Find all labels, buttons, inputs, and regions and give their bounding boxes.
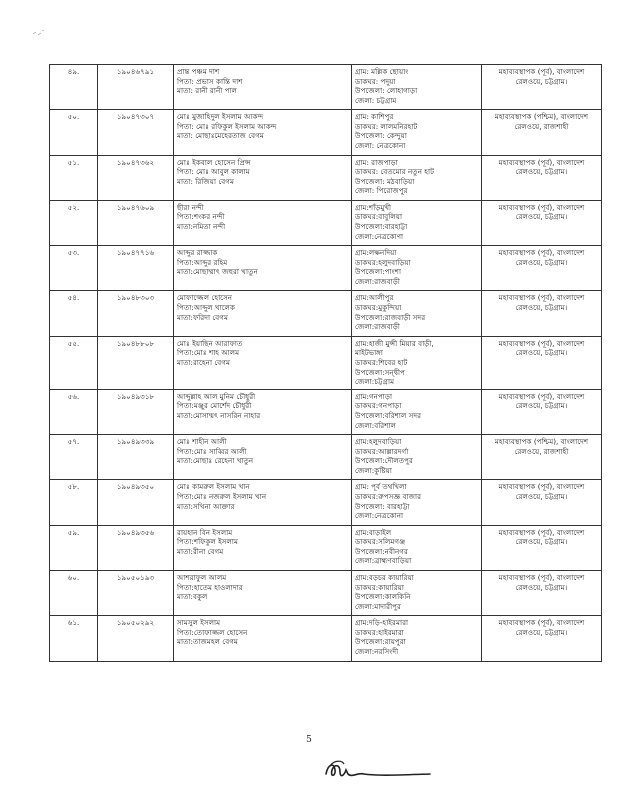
posting-cell [482,570,602,615]
posting-line: মহাব্যবস্থাপক (পূর্ব), বাংলাদেশ [498,248,585,258]
name-line: পিতা: প্রভাস কান্তি দাশ [177,76,243,86]
address-line: ডাকঘর:মুকুন্দিয়া [355,303,402,313]
name-line: পিতা:শংকর নন্দী [177,212,225,222]
posting-line: মহাব্যবস্থাপক (পশ্চিম), বাংলাদেশ [494,437,589,447]
posting-line: রেলওয়ে, চট্টগ্রাম। [515,582,568,592]
name-cell [174,336,352,389]
address-line: গ্রাম:বাড়াইল [355,527,392,537]
name-cell [174,480,352,525]
posting-cell [482,616,602,661]
address-line: গ্রাম: কাশিপুর [355,112,394,122]
address-line: জেলা:বরিশাল [355,420,396,430]
posting-line: রেলওয়ে, চট্টগ্রাম। [515,257,568,267]
name-cell [174,616,352,661]
address-line: ডাকঘর:বাবুলিয়া [355,212,403,222]
roll-number-cell: ১৯০৪৯৩৫৬ [98,525,174,570]
address-line: উপজেলা:রায়পুরা [355,637,406,647]
name-line: পিতা:মঞ্জুর মোর্শেদ চৌধুরী [177,401,252,411]
address-line: ডাকঘর:শিবের হাট [355,357,408,367]
address-line: উপজেলা:কালকিনি [355,592,411,602]
candidate-table [49,64,602,662]
roll-number-cell: ১৯০৫০২৯২ [98,616,174,661]
roll-number-cell: ১৯০৪৯৩১৮ [98,389,174,434]
address-line: ডাকঘর:রুপসজ্ঞ বাজার [355,491,422,501]
address-line: গ্রাম: মল্লিক ছোয়াং [355,67,409,76]
name-line: প্রান্ত পঞ্চম দাশ [177,67,220,76]
posting-line: মহাব্যবস্থাপক (পূর্ব), বাংলাদেশ [498,482,585,492]
posting-cell [482,200,602,245]
name-line: মোফাজ্জেল হোসেন [177,293,233,303]
address-line: জেলা:নরসিংদী [355,647,399,657]
roll-number-cell: ১৯০৪৬৭৯১ [98,65,174,110]
address-cell [352,65,482,110]
address-line: জেলা: নেত্রকোনা [355,141,406,151]
name-line: মোঃ ইকবাল হোসেন প্রিন্স [177,157,251,167]
address-line: জেলা:রাজবাড়ী [355,322,400,332]
address-line: গ্রাম:আলীপুর [355,293,394,303]
name-line: পিতা:তোফাজ্জল হোসেন [177,627,248,637]
address-cell [352,480,482,525]
serial-cell: ৫৫. [50,336,98,389]
address-line: গ্রাম:লক্ষনদিয়া [355,248,397,258]
posting-cell [482,525,602,570]
table-row [50,336,602,389]
posting-line: রেলওয়ে, চট্টগ্রাম। [515,491,568,501]
posting-line: মহাব্যবস্থাপক (পূর্ব), বাংলাদেশ [498,391,585,401]
name-line: মাতা:বকুল [177,592,208,602]
address-line: উপজেলা: বারহাট্টা [355,501,410,511]
address-cell [352,525,482,570]
address-line: উপজেলা:রাজবাড়ী সদর [355,312,426,322]
address-line: মাইটভাঙ্গা [355,348,384,358]
address-line: ডাকঘর:আল্লারদর্গা [355,446,409,456]
name-line: মাতা:ফরিদা বেগম [177,312,228,322]
posting-line: রেলওয়ে, চট্টগ্রাম। [515,348,568,358]
posting-line: মহাব্যবস্থাপক (পূর্ব), বাংলাদেশ [498,157,585,167]
scan-speck-icon [32,28,46,38]
posting-line: মহাব্যবস্থাপক (পূর্ব), বাংলাদেশ [498,572,585,582]
name-line: মাতা:তাজমহল বেগম [177,637,238,647]
serial-cell: ৫৬. [50,389,98,434]
name-cell [174,155,352,200]
address-line: গ্রাম:হাজী মুন্সী মিয়ার বাড়ী, [355,338,434,348]
name-cell [174,246,352,291]
address-line: উপজেলা:পাংশা [355,267,402,277]
roll-number-cell: ১৯০৪৯৩৩৯ [98,435,174,480]
name-line: মোঃ ইয়াছিন আরাফাত [177,338,243,348]
posting-line: রেলওয়ে, চট্টগ্রাম। [515,76,568,86]
page-number: 5 [306,735,312,745]
address-line: উপজেলা: লোহাগাড়া [355,86,418,96]
name-line: সামসুল ইসলাম [177,618,221,628]
name-cell [174,110,352,155]
posting-cell [482,480,602,525]
address-line: জেলা:নেত্রকোনা [355,511,404,521]
table-row [50,65,602,110]
address-cell [352,200,482,245]
table-row [50,155,602,200]
roll-number-cell: ১৯০৪৮৮০৮ [98,336,174,389]
address-line: ডাকঘর:হলুদবাড়িয়া [355,257,411,267]
posting-cell [482,65,602,110]
address-line: গ্রাম:শাঁড়মুখী [355,202,392,212]
serial-cell: ৫৭. [50,435,98,480]
name-line: পিতা:হাতেম হাওলাদার [177,582,243,592]
address-line: ডাকঘর:গনপাড়া [355,401,402,411]
name-line: মোঃ শাহীন আলী [177,437,227,447]
name-line: মাতা:রাহেনা বেগম [177,357,230,367]
name-line: মাতা:মোসাম্মৎ নাসরিন নাহার [177,410,261,420]
address-line: জেলা:রাজবাড়ী [355,276,400,286]
posting-cell [482,246,602,291]
name-line: মাতা:রীনা বেগম [177,546,224,556]
posting-line: মহাব্যবস্থাপক (পূর্ব), বাংলাদেশ [498,67,585,76]
posting-line: রেলওয়ে, চট্টগ্রাম। [515,401,568,411]
serial-cell: ৫৯. [50,525,98,570]
address-cell [352,246,482,291]
table-row [50,570,602,615]
name-cell [174,200,352,245]
posting-line: রেলওয়ে, চট্টগ্রাম। [515,167,568,177]
address-line: জেলা:মাদারীপুর [355,601,401,611]
posting-line: রেলওয়ে, চট্টগ্রাম। [515,303,568,313]
table-row [50,389,602,434]
name-line: মাতা: মোছাঃমেহেরতাজ বেগম [177,131,264,141]
name-cell [174,65,352,110]
roll-number-cell: ১৯০৪৭৭১৬ [98,246,174,291]
address-line: উপজেলা:দৌলতপুর [355,456,413,466]
table-row [50,200,602,245]
address-line: উপজেলা:নবীনগর [355,546,408,556]
roll-number-cell: ১৯০৪৮৩০৩ [98,291,174,336]
address-line: জেলা:চট্টগ্রাম [355,377,395,387]
posting-line: রেলওয়ে, রাজশাহী [514,446,569,456]
posting-line: রেলওয়ে, রাজশাহী [514,121,569,131]
table-row [50,525,602,570]
address-cell [352,155,482,200]
roll-number-cell: ১৯০৪৭৩৬২ [98,155,174,200]
name-cell [174,525,352,570]
roll-number-cell: ১৯০৪৯৩৫০ [98,480,174,525]
serial-cell: ৬১. [50,616,98,661]
posting-line: মহাব্যবস্থাপক (পূর্ব), বাংলাদেশ [498,618,585,628]
posting-cell [482,155,602,200]
posting-line: মহাব্যবস্থাপক (পূর্ব), বাংলাদেশ [498,527,585,537]
address-line: ডাকঘর: লালমনিরহাট [355,121,418,131]
name-line: মাতা: রানী রানী পাল [177,86,237,96]
address-cell [352,616,482,661]
address-line: গ্রাম:বড়চর কায়ারিয়া [355,572,414,582]
name-line: মোঃ কামরুল ইসলাম খান [177,482,250,492]
address-cell [352,110,482,155]
name-line: পিতা:আব্দুর রহিম [177,257,228,267]
table-row [50,480,602,525]
posting-cell [482,389,602,434]
address-line: জেলা: পিরোজপুর [355,186,408,196]
name-line: পিতা:মোঃ নজরুল ইসলাম খান [177,491,267,501]
address-cell [352,570,482,615]
name-line: আব্দুল্লাহ আল মুনিম চৌধুরী [177,391,256,401]
posting-line: মহাব্যবস্থাপক (পূর্ব), বাংলাদেশ [498,338,585,348]
posting-cell [482,336,602,389]
posting-line: রেলওয়ে, চট্টগ্রাম। [515,537,568,547]
handwritten-signature-icon [318,756,438,784]
address-line: উপজেলা:বারহাট্টা [355,222,408,232]
address-line: জেলা:নেত্রকোণা [355,231,404,241]
address-cell [352,336,482,389]
serial-cell: ৫০. [50,110,98,155]
address-line: গ্রাম:দড়ি-হাইরমারা [355,618,409,628]
serial-cell: ৫২. [50,200,98,245]
posting-cell [482,291,602,336]
posting-line: মহাব্যবস্থাপক (পশ্চিম), বাংলাদেশ [494,112,589,122]
address-line: উপজেলা:বরিশাল সদর [355,410,422,420]
name-cell [174,389,352,434]
serial-cell: ৫১. [50,155,98,200]
name-cell [174,435,352,480]
serial-cell: ৫৪. [50,291,98,336]
posting-line: মহাব্যবস্থাপক (পূর্ব), বাংলাদেশ [498,293,585,303]
name-line: মাতা:মোছাঃ রেহেনা খাতুন [177,456,254,466]
posting-cell [482,435,602,480]
name-line: পিতা: মোঃ আবুল কালাম [177,167,250,177]
table-row [50,110,602,155]
name-line: মাতা: রিজিয়া বেগম [177,176,234,186]
name-line: ছীরা নন্দী [177,202,204,212]
name-line: পিতা: মোঃ রফিকুল ইসলাম আকন্দ [177,121,277,131]
table-row [50,616,602,661]
name-line: মাতা:মোছাম্মাৎ জহুরা খাতুন [177,267,258,277]
name-line: আব্দুর রাজ্জাক [177,248,218,258]
serial-cell: ৫৩. [50,246,98,291]
address-line: উপজেলা: কেন্দুয়া [355,131,407,141]
posting-line: রেলওয়ে, চট্টগ্রাম। [515,627,568,637]
candidate-table-body [50,65,602,662]
name-line: পিতা:আব্দুল খালেক [177,303,235,313]
table-row [50,291,602,336]
name-line: রায়হান বিন ইসলাম [177,527,233,537]
address-line: ডাকঘর:হাইরমারা [355,627,404,637]
address-cell [352,291,482,336]
address-line: জেলা: চট্টগ্রাম [355,95,397,105]
address-cell [352,389,482,434]
roll-number-cell: ১৯০৪৭৬০৯ [98,200,174,245]
name-line: মাতা:সখিনা আক্তার [177,501,235,511]
address-line: জেলা:কুষ্টিয়া [355,465,392,475]
posting-line: রেলওয়ে, চট্টগ্রাম। [515,212,568,222]
address-line: ডাকঘর: বেতমোর নতুন হাট [355,167,435,177]
table-row [50,246,602,291]
address-line: ডাকঘর:সলিমগঞ্জ [355,537,406,547]
address-line: গ্রাম: পূর্ব তথখিলা [355,482,407,492]
name-line: আশরাফুল আলম [177,572,227,582]
address-line: উপজেলা: মঠবাড়িয়া [355,176,415,186]
name-cell [174,291,352,336]
name-line: পিতা:মোঃ শাহ আলম [177,348,240,358]
address-line: গ্রাম:হলুদবাড়িয়া [355,437,402,447]
address-line: গ্রাম:গনপাড়া [355,391,393,401]
address-line: গ্রাম: রাজপাড়া [355,157,398,167]
address-line: ডাকঘর: পদুয়া [355,76,396,86]
address-line: ডাকঘর:কায়ারিয়া [355,582,404,592]
serial-cell: ৫৮. [50,480,98,525]
name-line: পিতা:শফিকুল ইসলাম [177,537,238,547]
address-line: জেলা:ব্রাহ্মণবাড়িয়া [355,556,412,566]
name-cell [174,570,352,615]
name-line: পিতা:মোঃ সাব্বির আলী [177,446,247,456]
serial-cell: ৬০. [50,570,98,615]
address-cell [352,435,482,480]
roll-number-cell: ১৯০৪৭৩০৭ [98,110,174,155]
name-line: মাতা:নমিতা নন্দী [177,222,226,232]
posting-cell [482,110,602,155]
name-line: মোঃ মুজাহিদুল ইসলাম আকন্দ [177,112,264,122]
serial-cell: ৪৯. [50,65,98,110]
roll-number-cell: ১৯০৫০১৯৩ [98,570,174,615]
posting-line: মহাব্যবস্থাপক (পূর্ব), বাংলাদেশ [498,202,585,212]
address-line: উপজেলা:সন্দ্বীপ [355,367,405,377]
table-row [50,435,602,480]
